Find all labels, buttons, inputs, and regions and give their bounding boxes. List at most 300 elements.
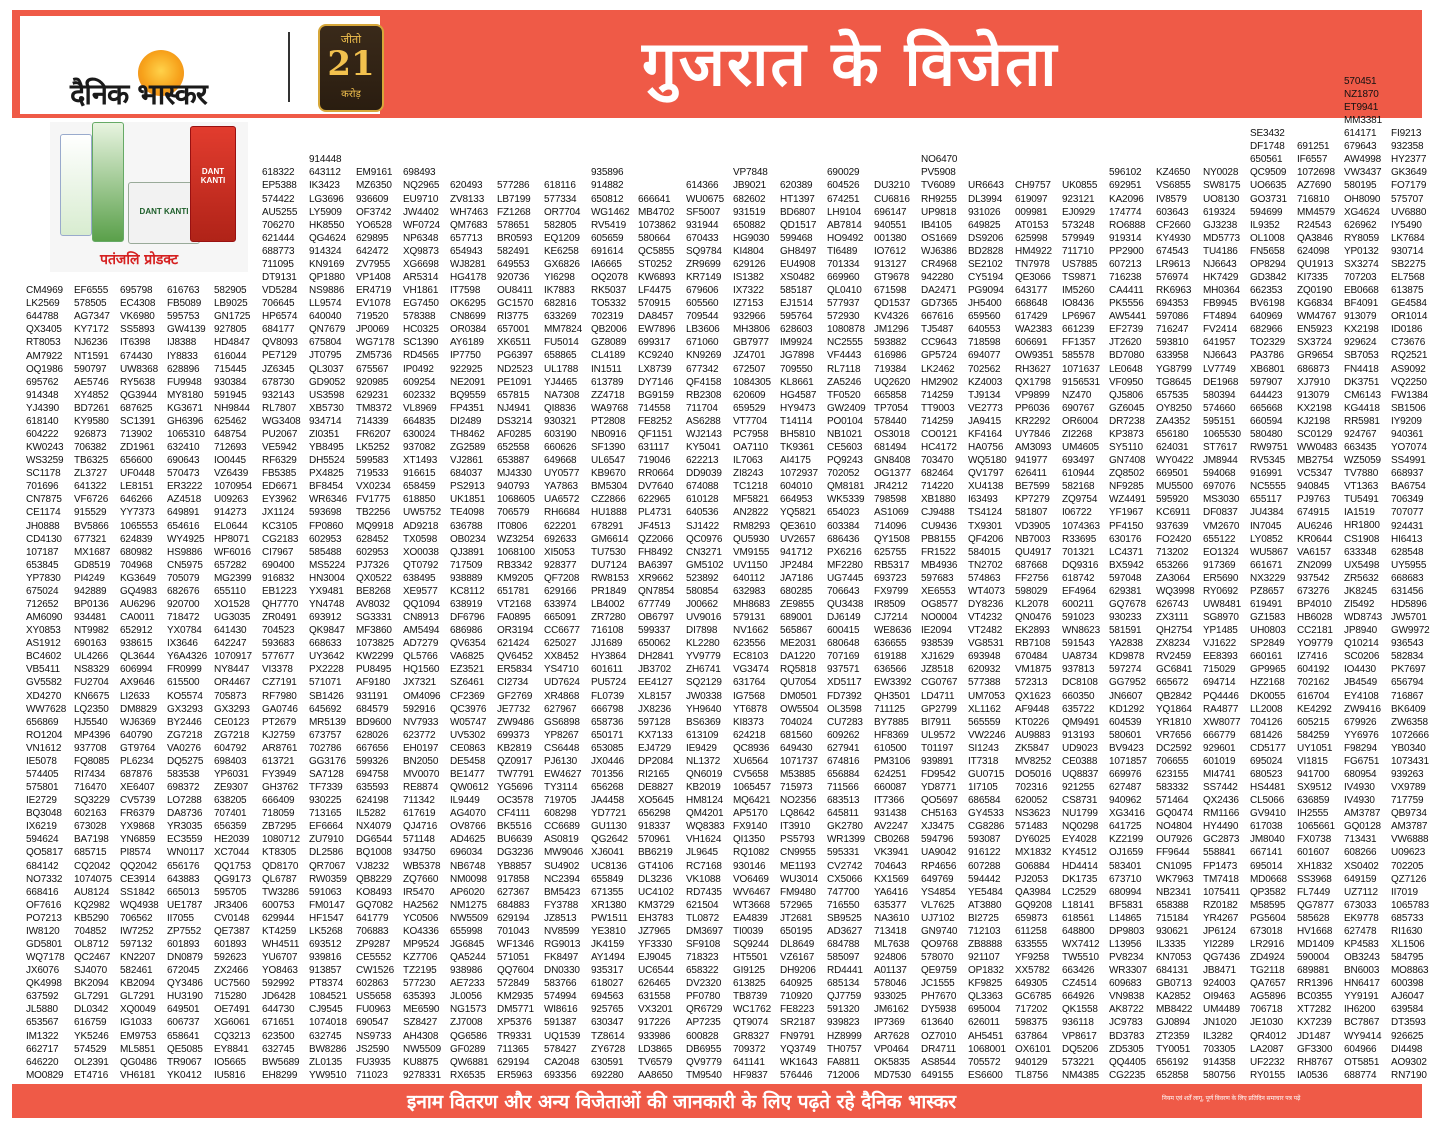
winner-code: AZ7690 [1297,180,1332,192]
winner-code: 931944 [686,219,719,231]
winner-code: QO9768 [921,939,958,950]
winner-code: EY8841 [214,1043,249,1055]
winner-column [1015,179,1054,1081]
winner-code: EK9778 [1344,912,1379,924]
winner-code: FR1522 [921,546,956,558]
winner-code: SS5893 [120,324,155,336]
winner-code: 706562 [120,912,153,924]
winner-code: OQ2078 [591,272,628,284]
winner-code: DK0055 [1250,690,1286,702]
winner-code: XY0853 [26,625,61,637]
winner-code: 594699 [1250,206,1283,218]
winner-code: BB6219 [638,847,673,859]
winner-code: RI2165 [638,768,670,780]
winner-code: XJ3475 [921,821,955,833]
winner-code: 579131 [733,612,766,624]
winner-code: 573248 [1062,219,1095,231]
winner-code: YX9481 [309,585,344,597]
winner-code: 694563 [591,991,624,1003]
badge-number: 21 [327,44,375,84]
winner-code: FF2756 [1015,572,1049,584]
winner-code: QC9509 [1250,167,1287,179]
winner-code: IT7598 [450,285,481,297]
winner-code: GH6396 [167,415,204,427]
winner-code: RH8767 [1297,1056,1333,1068]
winner-code: RB5317 [874,559,910,571]
winner-code: PT2808 [591,415,626,427]
winner-code: IE2729 [26,795,57,807]
winner-code: RY0692 [1203,585,1239,597]
winner-code: 565559 [968,716,1001,728]
winner-code: 715445 [214,363,247,375]
winner-code: SF1390 [591,442,626,454]
winner-code: OX6101 [1015,1043,1051,1055]
winner-code: IH6200 [1344,1004,1376,1016]
winner-code: 625027 [544,638,577,650]
winner-code: YP1485 [1203,625,1238,637]
winner-code: VR7656 [1156,729,1192,741]
winner-code: CF2660 [1156,219,1191,231]
winner-code: YQ1864 [1156,703,1192,715]
winner-code: LQ2350 [74,703,109,715]
winner-code: 694714 [1203,677,1236,689]
winner-code: PP6036 [1015,402,1050,414]
winner-code: GP9965 [1250,664,1286,676]
winner-code: OF3742 [356,206,392,218]
winner-code: 571051 [497,952,530,964]
winner-code: YR3035 [167,821,203,833]
winner-code: 1071637 [1062,363,1100,375]
winner-code: TX9301 [968,520,1003,532]
winner-code: DS3214 [497,415,533,427]
winner-code: 939816 [309,952,342,964]
winner-code: TO5332 [591,298,627,310]
winner-code: I63493 [968,494,998,506]
winner-code: 630591 [591,1056,624,1068]
winner-code: GD5801 [26,939,63,951]
winner-code: 922925 [450,363,483,375]
winner-code: 599468 [780,232,813,244]
winner-code: 655122 [1203,533,1236,545]
winner-code: IX6219 [26,821,57,833]
winner-code: BY7885 [874,716,909,728]
winner-code: UA9042 [921,847,957,859]
winner-code: YS4710 [544,664,579,676]
winner-code: 684177 [262,324,295,336]
winner-code: 687876 [120,769,153,780]
winner-code: LC4371 [1109,546,1144,558]
winner-code: EE4127 [638,677,673,689]
winner-code: 621444 [262,232,295,244]
winner-code: 682816 [544,298,577,310]
winner-code: DF1748 [1250,141,1285,153]
winner-code: HY4490 [1203,821,1239,833]
winner-code: 701334 [827,258,860,270]
winner-code: 639584 [1391,1004,1424,1016]
winner-code: I06722 [1062,507,1092,519]
winner-code: 705873 [214,690,247,702]
winner-code: PG6397 [497,350,533,362]
winner-code: CO0121 [921,428,958,440]
winner-code: 641779 [356,912,389,924]
winner-code: 571071 [309,677,342,689]
winner-code: IR8509 [874,598,906,610]
winner-code: PU8495 [356,664,392,676]
winner-code: DH5524 [309,455,345,467]
winner-code: 582834 [1391,651,1424,663]
winner-code: VH6181 [120,1069,156,1081]
winner-code: AV2247 [874,821,908,833]
winner-code: 605560 [686,298,719,310]
winner-code: ML7638 [874,939,910,950]
winner-code: 939891 [921,755,954,767]
winner-code: 601019 [1203,755,1236,767]
winner-code: DP2084 [638,755,674,767]
winner-code: M58595 [1250,899,1286,911]
winner-code: TV7880 [1344,468,1379,480]
winner-code: 591543 [1062,638,1095,650]
winner-code: HY9473 [780,402,816,414]
winner-code: QC2467 [74,952,111,964]
winner-code: FU0963 [356,1004,391,1016]
winner-code: JX6076 [26,965,60,977]
winner-code: VB5411 [26,664,60,676]
winner-code: FE8223 [780,1004,815,1016]
winner-code: AJ6047 [1391,991,1425,1003]
winner-code: ZL3727 [74,468,108,480]
winner-code: LF4475 [638,285,672,297]
winner-code: Q10214 [1344,638,1379,650]
winner-code: 571483 [1015,821,1048,833]
winner-code: 702205 [1391,860,1424,872]
winner-code: GO3731 [1250,193,1287,205]
winner-code: 644788 [26,311,59,323]
winner-code: LL2008 [1250,703,1283,715]
winner-code: LE8151 [120,481,154,493]
winner-code: BE7599 [1015,481,1050,493]
winner-code: 940793 [497,481,530,493]
winner-code: HU1888 [591,507,627,519]
winner-code: VN9838 [1109,991,1145,1003]
winner-code: BD3783 [1109,1030,1145,1042]
winner-code: GK2780 [827,821,863,833]
winner-code: NT9982 [74,625,109,637]
winner-code: OJ1659 [1109,847,1144,859]
winner-code: LB3606 [686,324,720,336]
winner-code: IU5816 [214,1069,246,1081]
winner-code: NO4804 [1156,821,1193,833]
winner-code: VT4232 [968,612,1003,624]
winner-code: 709372 [733,1043,766,1055]
winner-code: UC4102 [638,886,674,898]
winner-code: ZR0491 [262,612,297,624]
winner-code: WQ5180 [968,455,1007,467]
winner-code: 618561 [1062,912,1095,924]
winner-column [1203,166,1241,1081]
winner-code: ZI5492 [1344,598,1375,610]
winner-code: 687668 [1015,559,1048,571]
winner-code: ME2031 [780,638,817,650]
winner-code: QG3944 [120,389,157,401]
winner-code: 576446 [780,1069,813,1081]
winner-code: 712693 [214,442,247,454]
winner-code: AG5896 [1250,991,1286,1003]
winner-code: DI2489 [450,415,482,427]
winner-code: WU3014 [780,873,819,885]
winner-code: IV8579 [1156,193,1187,205]
winner-code: HO9492 [827,232,864,244]
winner-code: 622965 [638,494,671,506]
winner-code: 698493 [403,167,436,179]
winner-code: JB4549 [1344,677,1378,689]
winner-code: PG5604 [1250,912,1286,924]
winner-code: QI1350 [733,834,765,846]
winner-column [1156,166,1195,1081]
winner-code: UF2232 [1250,1056,1285,1068]
winner-code: 578440 [874,415,907,427]
winner-code: 1073825 [356,638,394,650]
winner-code: IP0492 [403,363,434,375]
winner-code: 577334 [544,193,577,205]
winner-code: SS4991 [1391,455,1426,467]
winner-code: RY8059 [1344,232,1380,244]
winner-code: PI8574 [120,847,151,859]
winner-code: 649155 [921,1069,954,1081]
winner-code: EY4108 [1344,690,1379,702]
winner-code: AM3093 [1015,442,1052,454]
winner-code: 940361 [1391,428,1424,440]
winner-code: BK6409 [1391,703,1426,715]
winner-code: 629166 [544,585,577,597]
winner-code: UE1787 [167,899,203,911]
winner-code: GX3293 [214,703,250,715]
winner-code: JA4458 [591,795,625,807]
winner-code: DV2320 [686,978,722,990]
winner-code: 930233 [1109,612,1142,624]
winner-code: 1070954 [214,481,252,493]
winner-code: ZD4924 [1250,952,1285,964]
winner-code: FP4351 [450,402,485,414]
winner-code: 711566 [827,782,859,794]
winner-code: QZ0917 [497,755,533,767]
winner-code: CC6689 [544,821,580,833]
winner-code: MD7530 [874,1069,911,1081]
winner-code: MS3030 [1203,494,1240,506]
winner-code: DG3236 [497,847,534,859]
winner-code: NM1275 [450,899,487,911]
winner-code: 626962 [1344,219,1377,231]
winner-code: NC5555 [1250,481,1286,493]
winner-code: QJ5806 [1109,389,1144,401]
winner-code: 719533 [356,468,389,480]
winner-code: 702319 [591,311,624,323]
winner-code: IK7883 [544,285,575,297]
winner-code: 696147 [874,206,907,218]
winner-code: AF9448 [1015,703,1050,715]
winner-code: 620493 [450,180,483,192]
winner-code: KO5574 [167,690,203,702]
winner-code: EH0197 [403,742,439,754]
winner-code: JP6124 [1203,925,1237,937]
winner-code: PF4150 [1109,520,1144,532]
winner-code: 602953 [356,546,389,558]
winner-code: 924431 [1391,520,1424,532]
winner-code: GV5582 [26,677,62,689]
winner-code: 707401 [214,808,247,820]
winner-code: 933025 [874,991,907,1003]
winner-code: LI2633 [120,690,150,702]
winner-code: VX9789 [1391,782,1426,794]
winner-code: 656359 [214,821,247,833]
winner-code: 591387 [544,1017,577,1029]
winner-code: EC3559 [167,834,203,846]
winner-code: AM6090 [26,612,63,624]
winner-code: 602163 [74,808,107,820]
winner-code: 558841 [1203,847,1236,859]
winner-code: 696034 [450,847,483,859]
winner-code: 659873 [1015,912,1048,924]
winner-code: 930146 [733,860,766,872]
winner-code: QH2754 [1156,625,1193,637]
winner-code: 618116 [544,180,576,192]
winner-code: AP6020 [450,886,485,898]
winner-code: 711365 [497,1043,529,1055]
winner-code: 680285 [780,585,813,597]
winner-code: YK0412 [167,1069,202,1081]
winner-code: DV7640 [638,481,674,493]
winner-code: RQ1082 [733,847,770,859]
winner-code: LO7288 [167,795,202,807]
winner-code: QF7208 [544,572,580,584]
winner-code: PA3786 [1250,350,1284,362]
winner-code: XB6801 [1250,363,1285,375]
winner-code: ZB8888 [968,939,1003,950]
winner-code: 582491 [497,245,530,257]
winner-code: QU3438 [827,598,864,610]
winner-code: JD1487 [1297,1030,1331,1042]
winner-column [1297,140,1337,1082]
winner-code: RL7118 [827,363,861,375]
winner-code: BA6754 [1391,481,1426,493]
winner-code: 692633 [544,533,577,545]
winner-code: VF4443 [827,350,862,362]
winner-code: RY0155 [1250,1069,1286,1081]
winner-code: 601611 [591,664,623,676]
winner-code: GB0713 [1156,978,1192,990]
winner-code: PX6216 [827,546,862,558]
winner-code: KZ2199 [1109,834,1144,846]
winner-code: AG7347 [74,311,110,323]
winner-code: OW5504 [780,703,819,715]
winner-code: LK2569 [26,298,60,310]
winner-code: QN6019 [686,768,723,780]
winner-code: 717509 [450,559,483,571]
winner-code: 624251 [874,768,907,780]
winner-code: 656884 [827,768,860,780]
winner-code: HD4847 [214,337,250,349]
winner-code: EF6664 [309,821,344,833]
winner-column [1109,166,1147,1081]
winner-code: KT4259 [262,925,297,937]
winner-code: PU5724 [591,677,627,689]
winner-code: XR4868 [544,690,580,702]
winner-code: VO6469 [733,873,769,885]
winner-code: XE6553 [921,585,956,597]
winner-code: LD4711 [921,690,955,702]
winner-code: 595753 [167,311,200,323]
winner-code: 1074018 [309,1017,347,1029]
winner-code: 657535 [1156,389,1189,401]
winner-code: ZX3111 [1156,612,1189,624]
winner-code: JX1124 [262,507,295,519]
winner-code: 658865 [544,350,577,362]
winner-code: SX9512 [1297,782,1332,794]
winner-code: KO4336 [403,925,439,937]
winner-code: VN1612 [26,742,62,754]
winner-code: NC2394 [544,873,580,885]
winner-code: 624218 [733,729,766,741]
winner-code: SQ9784 [686,245,722,257]
winner-code: ZD1961 [120,442,155,454]
winner-code: 632410 [167,442,200,454]
winner-code: 711125 [874,703,905,715]
winner-code: 914324 [309,245,342,257]
winner-code: 702562 [968,363,1001,375]
winner-code: NA7308 [544,389,580,401]
winner-code: 930714 [1391,245,1424,257]
winner-code: 684883 [497,899,530,911]
winner-code: TP7054 [874,402,909,414]
winner-code: CR4968 [921,258,957,270]
winner-code: QA7657 [1250,978,1286,990]
winner-code: 630024 [403,428,436,440]
winner-code: NV1662 [733,625,769,637]
winner-code: 719384 [874,363,907,375]
winner-code: 001380 [874,232,907,244]
winner-code: JS2590 [356,1043,390,1055]
winner-code: KZ4650 [1156,167,1191,179]
winner-code: 665668 [1250,402,1283,414]
winner-code: MX1687 [74,546,111,558]
winner-code: WD8743 [1344,612,1383,624]
winner-code: CI7967 [262,546,294,558]
winner-code: XE9577 [403,585,438,597]
winner-code: 618742 [1062,572,1095,584]
winner-code: YK5246 [74,1030,109,1042]
winner-code: MH8683 [733,598,770,610]
winner-code: 623155 [1156,768,1189,780]
page-title: गुजरात के विजेता [642,27,1059,100]
winner-column [544,179,583,1081]
winner-code: EN5923 [1297,324,1333,336]
winner-code: KR2292 [1015,415,1051,427]
winner-code: 718323 [686,952,719,964]
winner-code: JZ6345 [262,363,295,375]
winner-code: GT9678 [874,272,910,284]
winner-code: 924003 [1203,978,1236,990]
winner-code: NQ0298 [1062,821,1099,833]
winner-code: VD5284 [262,285,298,297]
winner-code: 931191 [356,690,388,702]
winner-code: MM4579 [1297,206,1336,218]
winner-code: 638495 [403,572,436,584]
winner-code: 671060 [686,337,719,349]
winner-code: JA7186 [780,572,814,584]
winner-code: 684788 [827,939,860,950]
winner-code: XD4270 [26,690,62,702]
winner-code: SB7053 [1344,350,1379,362]
winner-code: HA2562 [403,899,439,911]
